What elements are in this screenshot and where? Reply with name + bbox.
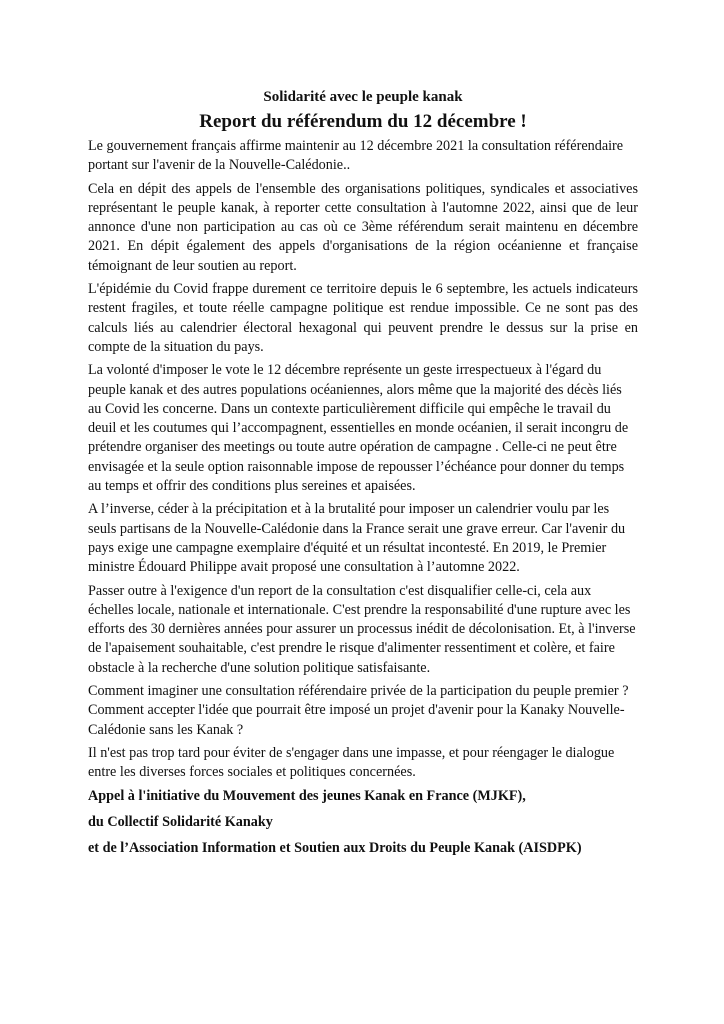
document-title: Report du référendum du 12 décembre ! [199, 111, 527, 132]
signature-line-aisdpk: et de l’Association Information et Soutien aux Droits du Peuple Kanak (AISDPK) [88, 840, 582, 857]
paragraph-questions: Comment imaginer une consultation référendaire privée de la participation du peuple premier ? Comment accepter l'idée que pourrait être imposé un projet d'avenir pour la Kanaky Nouvelle-Calédonie sans les Kanak ? [88, 683, 629, 738]
paragraph-dialogue: Il n'est pas trop tard pour éviter de s'engager dans une impasse, et pour réengager le dialogue entre les diverses forces sociales et politiques concernées. [88, 744, 615, 781]
paragraph-covid: L'épidémie du Covid frappe durement ce territoire depuis le 6 septembre, les actuels indicateurs restent fragiles, et toute réelle campagne politique est rendue impossible. Ce ne sont pas des calculs liés au calendrier électoral hexagonal qui peuvent prendre le dessus sur la prise en compte de la situation du pays. [88, 281, 638, 355]
paragraph-vote-imposition: La volonté d'imposer le vote le 12 décembre représente un geste irrespectueux à l'égard du peuple kanak et des autres populations océaniennes, alors même que la majorité des décès liés au Covid les concerne. Dans un contexte particulièrement difficile qui empêche le travail du deuil et les coutumes qui l’accompagnent, essentielles en monde océanien, il serait incongru de prétendre organiser des meetings ou toute autre opération de campagne . Celle-ci ne peut être envisagée et la seule option raisonnable impose de repousser l’échéance pour donner du temps au temps et offrir des conditions plus sereines et apaisées. [88, 362, 629, 495]
document-page [88, 87, 638, 865]
signature-line-mjkf: Appel à l'initiative du Mouvement des jeunes Kanak en France (MJKF), [88, 787, 526, 804]
paragraph-precipitation: A l’inverse, céder à la précipitation et à la brutalité pour imposer un calendrier voulu par les seuls partisans de la Nouvelle-Calédonie dans la France serait une grave erreur. Car l'avenir du pays exige une campagne exemplaire d'équité et un résultat incontesté. En 2019, le Premier ministre Édouard Philippe avait proposé une consultation à l’automne 2022. [88, 501, 626, 576]
document-subtitle: Solidarité avec le peuple kanak [263, 89, 463, 105]
paragraph-appeals: Cela en dépit des appels de l'ensemble des organisations politiques, syndicales et associatives représentant le peuple kanak, à reporter cette consultation à l'automne 2022, ainsi que de leur annonce d'une non participation au cas où ce 3ème référendum serait maintenu en décembre 2021. En dépit également des appels d'organisations de la région océanienne et française témoignant de leur soutien au report. [88, 180, 638, 274]
paragraph-disqualify: Passer outre à l'exigence d'un report de la consultation c'est disqualifier celle-ci, cela aux échelles locale, nationale et internationale. C'est prendre la responsabilité d'une rupture avec les efforts des 30 dernières années pour assurer un processus inédit de décolonisation. Et, à l'inverse de l'apaisement souhaitable, c'est prendre le risque d'alimenter ressentiment et colère, et faire obstacle à la recherche d'une solution politique satisfaisante. [88, 582, 636, 676]
paragraph-intro: Le gouvernement français affirme maintenir au 12 décembre 2021 la consultation référendaire portant sur l'avenir de la Nouvelle-Calédonie.. [88, 138, 624, 174]
signature-line-collectif: du Collectif Solidarité Kanaky [88, 813, 273, 830]
